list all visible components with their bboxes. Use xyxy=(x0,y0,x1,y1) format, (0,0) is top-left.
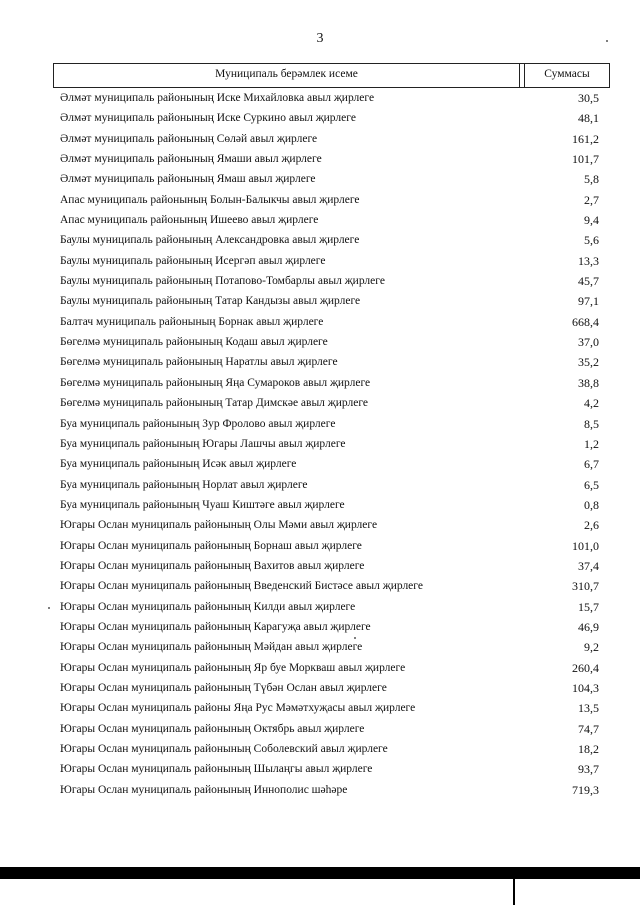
row-name: Баулы муниципаль районының Татар Кандызы авыл җирлеге xyxy=(60,295,361,308)
table-row xyxy=(60,617,600,637)
row-sum: 0,8 xyxy=(584,497,599,512)
row-sum: 97,1 xyxy=(578,294,599,309)
table-header xyxy=(53,63,610,88)
row-sum: 8,5 xyxy=(584,416,599,431)
row-sum: 13,5 xyxy=(578,701,599,716)
row-sum: 18,2 xyxy=(578,742,599,756)
row-sum: 4,2 xyxy=(584,396,599,411)
row-name: Бөгелмә муниципаль районының Кодаш авыл җирлеге xyxy=(60,336,328,349)
table-row xyxy=(60,536,600,556)
row-name: Бөгелмә муниципаль районының Наратлы авыл җирлеге xyxy=(60,356,338,369)
row-name: Баулы муниципаль районының Исергәп авыл җирлеге xyxy=(60,254,326,267)
row-name: Әлмәт муниципаль районының Сөләй авыл җирлеге xyxy=(60,132,318,145)
row-sum: 48,1 xyxy=(578,111,599,126)
row-sum: 260,4 xyxy=(572,660,599,675)
table-row xyxy=(60,149,600,169)
row-sum: 1,2 xyxy=(584,436,599,451)
table-row xyxy=(60,393,600,413)
table-row xyxy=(60,251,600,271)
row-name: Югары Ослан муниципаль районының Борнаш авыл җирлеге xyxy=(60,539,362,552)
row-sum: 13,3 xyxy=(578,253,599,268)
row-name: Югары Ослан муниципаль районының Соболевский авыл җирлеге xyxy=(60,743,388,755)
row-sum: 719,3 xyxy=(572,782,599,797)
table-row xyxy=(60,169,600,189)
row-name: Буа муниципаль районының Чуаш Киштәге авыл җирлеге xyxy=(60,498,345,511)
row-sum: 5,8 xyxy=(584,172,599,187)
row-name: Югары Ослан муниципаль районы Яңа Рус Мәмәтхуҗасы авыл җирлеге xyxy=(60,702,416,715)
table-row xyxy=(60,454,600,474)
table-row xyxy=(60,373,600,393)
row-name: Әлмәт муниципаль районының Ямаш авыл җирлеге xyxy=(60,173,316,186)
row-sum: 104,3 xyxy=(572,680,599,695)
row-sum: 101,0 xyxy=(572,538,599,553)
row-sum: 74,7 xyxy=(578,721,599,736)
table-row xyxy=(60,719,600,739)
row-sum: 45,7 xyxy=(578,274,599,289)
table-row xyxy=(60,780,600,800)
table-row xyxy=(60,556,600,576)
table-row xyxy=(60,597,600,617)
row-sum: 2,6 xyxy=(584,518,599,533)
scan-edge-bar xyxy=(0,867,640,879)
row-sum: 37,0 xyxy=(578,335,599,350)
table-row xyxy=(60,678,600,698)
row-name: Югары Ослан муниципаль районының Введенский Бистәсе авыл җирлеге xyxy=(60,580,423,593)
row-sum: 101,7 xyxy=(572,152,599,167)
table-row xyxy=(60,352,600,372)
row-name: Буа муниципаль районының Зур Фролово авыл җирлеге xyxy=(60,417,336,430)
table-row xyxy=(60,291,600,311)
row-name: Югары Ослан муниципаль районының Карагуҗа авыл җирлеге xyxy=(60,620,371,633)
row-name: Бөгелмә муниципаль районының Татар Димскәе авыл җирлеге xyxy=(60,397,369,410)
row-sum: 6,7 xyxy=(584,457,599,472)
table-row xyxy=(60,108,600,128)
row-sum: 35,2 xyxy=(578,355,599,370)
scan-speck xyxy=(354,637,356,639)
row-name: Югары Ослан муниципаль районының Октябрь авыл җирлеге xyxy=(60,722,365,735)
row-name: Апас муниципаль районының Ишеево авыл җирлеге xyxy=(60,214,319,227)
row-name: Буа муниципаль районының Исәк авыл җирлеге xyxy=(60,458,297,471)
row-name: Югары Ослан муниципаль районының Яр буе Моркваш авыл җирлеге xyxy=(60,661,406,674)
row-name: Апас муниципаль районының Болын-Балыкчы авыл җирлеге xyxy=(60,193,360,206)
row-name: Югары Ослан муниципаль районының Мәйдан авыл җирлеге xyxy=(60,641,363,654)
row-sum: 93,7 xyxy=(578,762,599,777)
row-sum: 9,4 xyxy=(584,213,599,228)
row-name: Буа муниципаль районының Норлат авыл җирлеге xyxy=(60,478,308,491)
table-row xyxy=(60,332,600,352)
row-name: Әлмәт муниципаль районының Иске Суркино авыл җирлеге xyxy=(60,112,356,125)
row-sum: 37,4 xyxy=(578,558,599,573)
row-sum: 46,9 xyxy=(578,619,599,634)
row-name: Югары Ослан муниципаль районының Килди авыл җирлеге xyxy=(60,600,356,613)
row-sum: 9,2 xyxy=(584,640,599,655)
table-row xyxy=(60,576,600,596)
table-row xyxy=(60,230,600,250)
table-row xyxy=(60,434,600,454)
table-row xyxy=(60,88,600,108)
row-name: Югары Ослан муниципаль районының Иннополис шәһәре xyxy=(60,783,348,796)
table-row xyxy=(60,129,600,149)
row-name: Баулы муниципаль районының Потапово-Томбарлы авыл җирлеге xyxy=(60,275,385,288)
table-row xyxy=(60,759,600,779)
row-name: Әлмәт муниципаль районының Иске Михайловка авыл җирлеге xyxy=(60,92,375,104)
table-row xyxy=(60,739,600,759)
page-number: 3 xyxy=(316,31,324,46)
scan-speck xyxy=(48,607,50,609)
header-name-column: Муниципаль берәмлек исеме xyxy=(54,64,520,87)
table-row xyxy=(60,475,600,495)
table-row xyxy=(60,210,600,230)
row-name: Югары Ослан муниципаль районының Вахитов авыл җирлеге xyxy=(60,559,365,572)
row-name: Әлмәт муниципаль районының Ямаши авыл җирлеге xyxy=(60,153,322,166)
table-row xyxy=(60,414,600,434)
row-name: Буа муниципаль районының Югары Лашчы авыл җирлеге xyxy=(60,437,346,450)
table-row xyxy=(60,190,600,210)
table-row xyxy=(60,698,600,718)
row-sum: 161,2 xyxy=(572,131,599,146)
header-sum-column: Суммасы xyxy=(544,68,590,80)
row-name: Югары Ослан муниципаль районының Шылаңгы авыл җирлеге xyxy=(60,763,373,776)
table-row xyxy=(60,658,600,678)
row-sum: 668,4 xyxy=(572,314,599,329)
scan-edge-mark xyxy=(513,867,515,905)
row-name: Югары Ослан муниципаль районының Түбән Ослан авыл җирлеге xyxy=(60,681,387,694)
row-sum: 6,5 xyxy=(584,477,599,492)
table-row xyxy=(60,495,600,515)
row-name: Баулы муниципаль районының Александровка авыл җирлеге xyxy=(60,234,360,247)
row-name: Балтач муниципаль районының Борнак авыл җирлеге xyxy=(60,315,324,328)
table-row xyxy=(60,637,600,657)
table-row xyxy=(60,271,600,291)
row-sum: 38,8 xyxy=(578,375,599,390)
row-sum: 2,7 xyxy=(584,192,599,207)
scan-speck xyxy=(606,40,608,42)
row-sum: 5,6 xyxy=(584,233,599,248)
table-body xyxy=(60,88,600,800)
row-name: Югары Ослан муниципаль районының Олы Мәми авыл җирлеге xyxy=(60,519,378,532)
row-sum: 310,7 xyxy=(572,579,599,594)
row-name: Бөгелмә муниципаль районының Яңа Сумароков авыл җирлеге xyxy=(60,376,371,389)
row-sum: 30,5 xyxy=(578,91,599,105)
table-row xyxy=(60,312,600,332)
table-row xyxy=(60,515,600,535)
row-sum: 15,7 xyxy=(578,599,599,614)
